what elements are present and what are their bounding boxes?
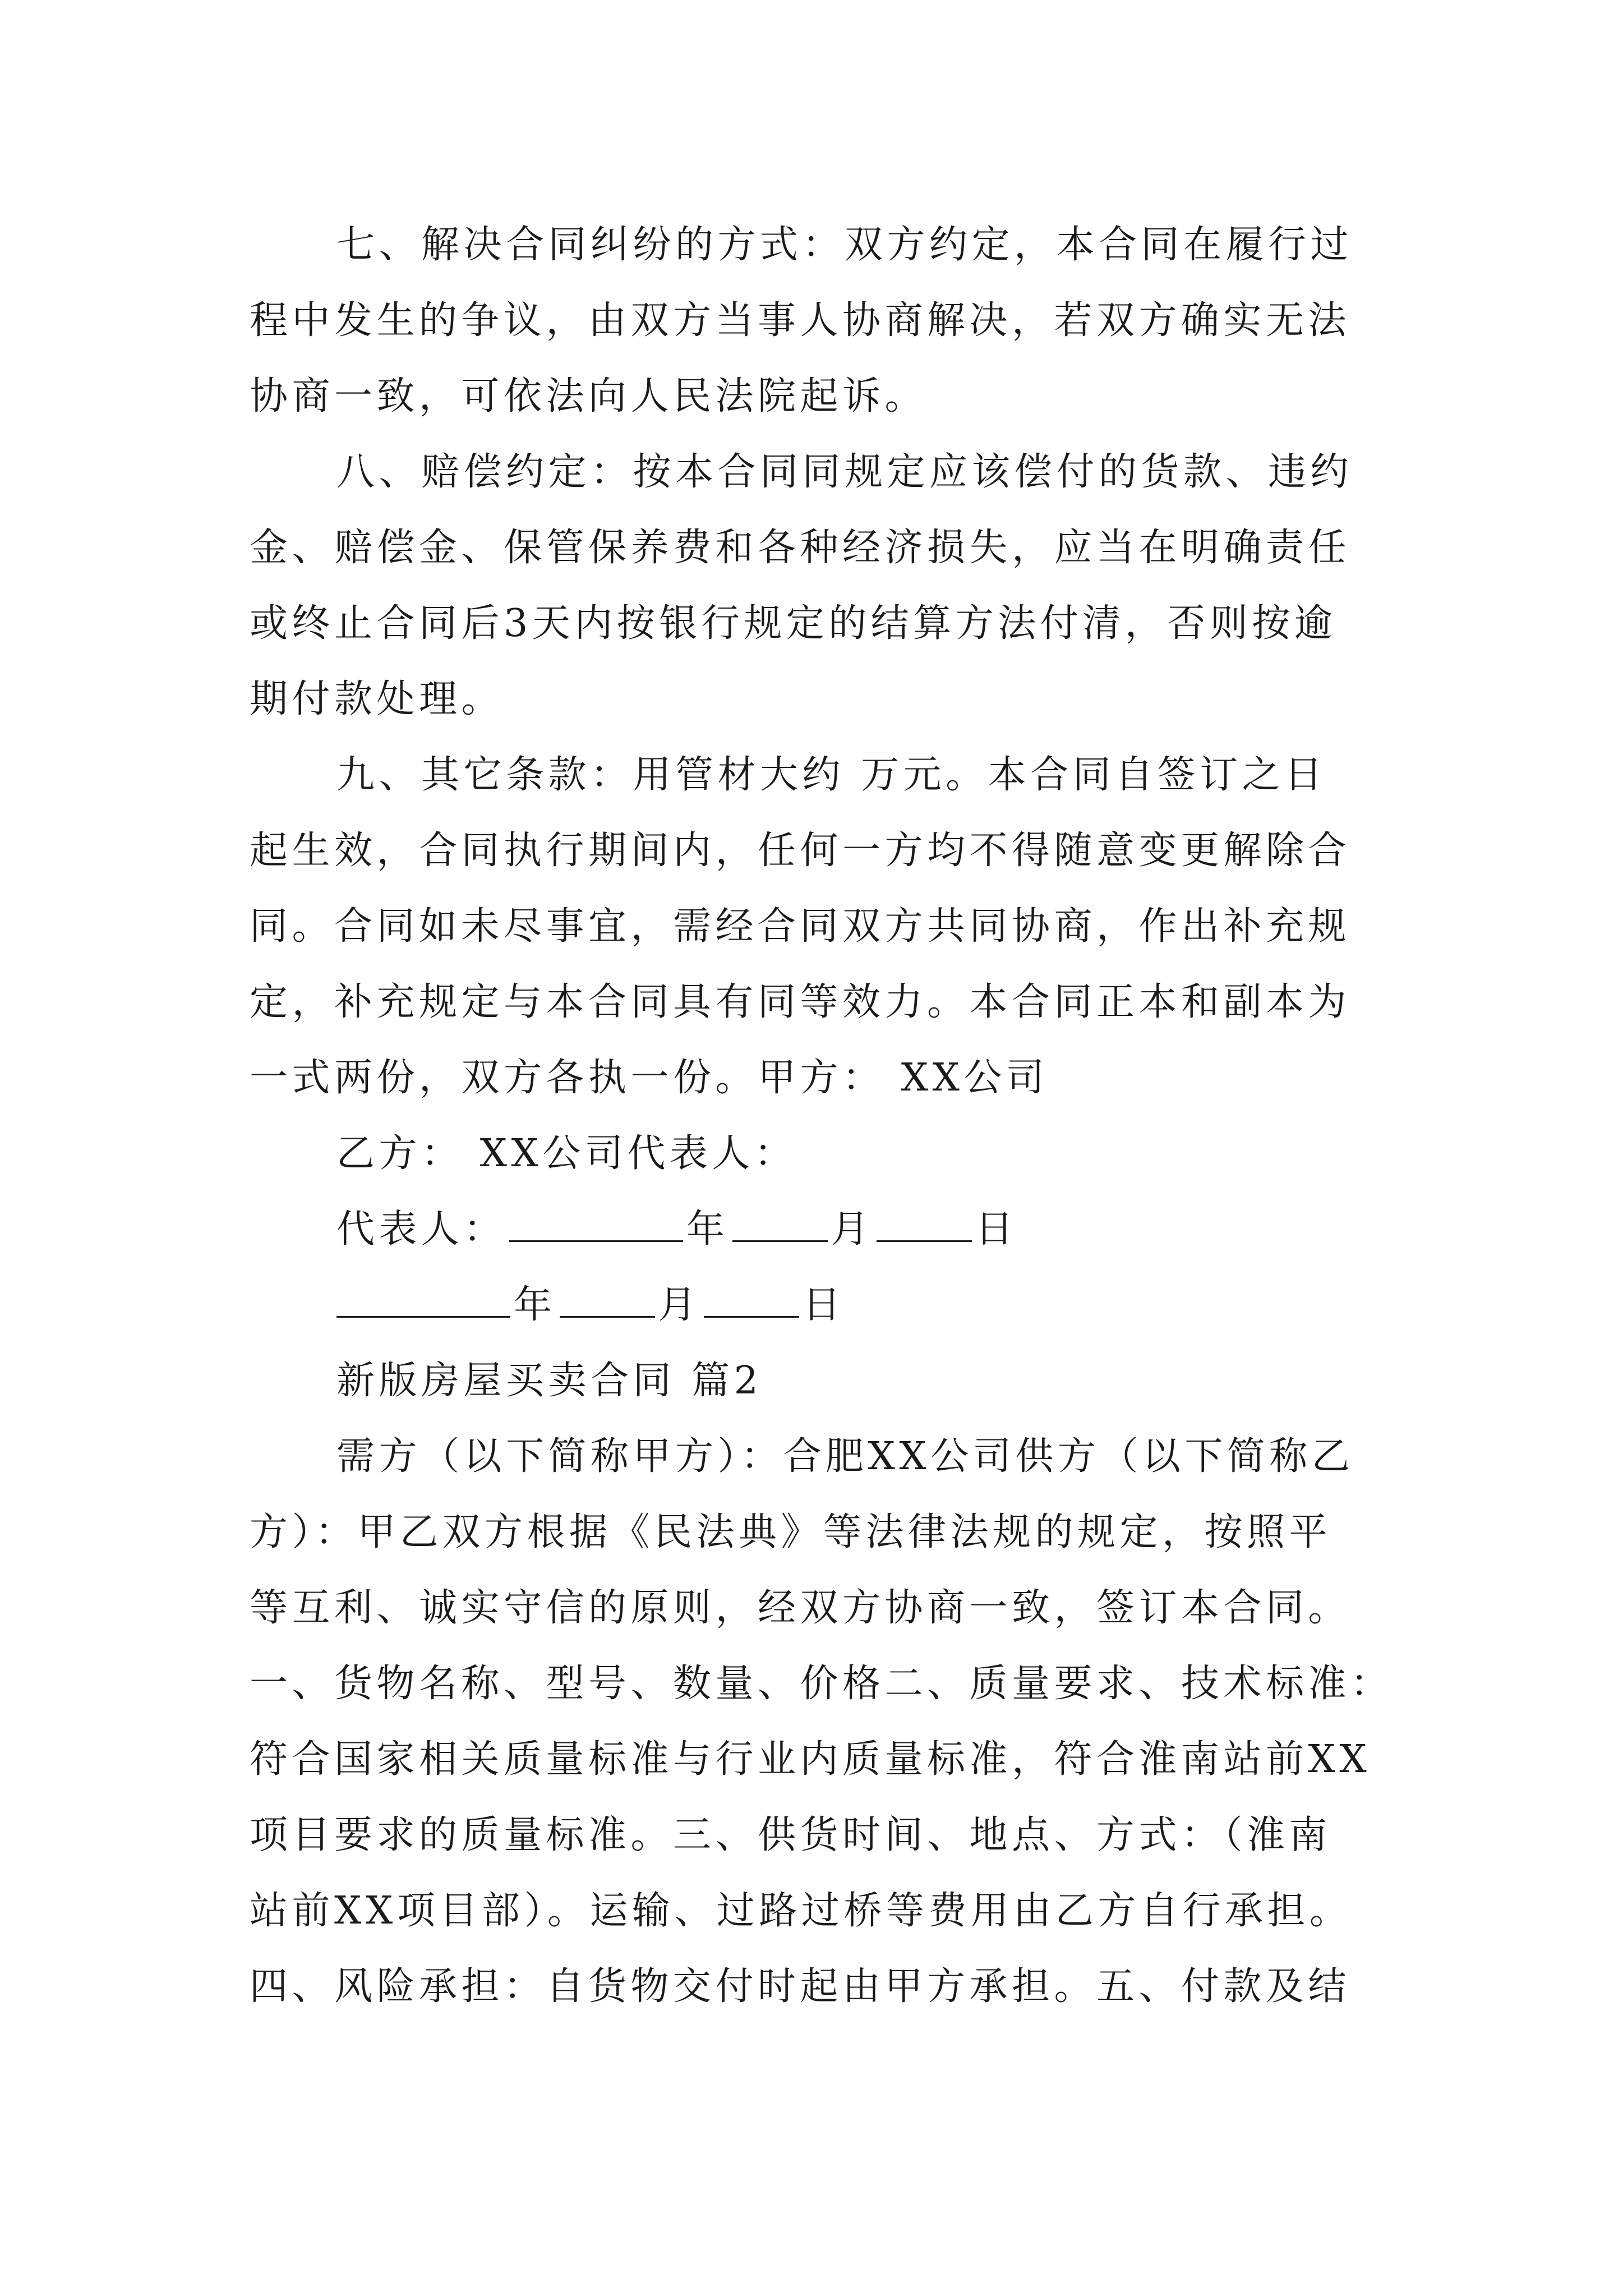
signature-line-representative <box>336 1204 1394 1255</box>
year-label: 年 <box>686 1207 729 1251</box>
paragraph-line: 金、赔偿金、保管保养费和各种经济损失，应当在明确责任 <box>250 526 1351 570</box>
month-blank <box>560 1281 655 1318</box>
paragraph-line: 八、赔偿约定：按本合同同规定应该偿付的货款、违约 <box>336 450 1353 494</box>
month-label: 月 <box>658 1283 701 1327</box>
day-blank <box>704 1281 799 1318</box>
day-label: 日 <box>975 1207 1018 1251</box>
paragraph-line: 方）：甲乙双方根据《民法典》等法律法规的规定，按照平 <box>250 1510 1332 1554</box>
paragraph-line: 协商一致，可依法向人民法院起诉。 <box>250 374 928 418</box>
paragraph-line: 一式两份，双方各执一份。甲方： XX公司 <box>250 1056 1049 1100</box>
paragraph-line: 项目要求的质量标准。三、供货时间、地点、方式：（淮南 <box>250 1813 1332 1857</box>
paragraph-line: 四、风险承担：自货物交付时起由甲方承担。五、付款及结 <box>250 1964 1351 2009</box>
month-blank <box>732 1205 828 1242</box>
party-b-line: 乙方： XX公司代表人： <box>336 1131 797 1176</box>
year-blank <box>336 1281 510 1318</box>
section-title: 新版房屋买卖合同 篇2 <box>336 1359 763 1403</box>
paragraph-line: 符合国家相关质量标准与行业内质量标准，符合淮南站前XX <box>250 1737 1371 1782</box>
year-label: 年 <box>514 1283 556 1327</box>
paragraph-line: 九、其它条款：用管材大约 万元。本合同自签订之日 <box>336 753 1327 797</box>
signature-blank <box>509 1205 683 1242</box>
paragraph-line: 程中发生的争议，由双方当事人协商解决，若双方确实无法 <box>250 298 1351 343</box>
month-label: 月 <box>831 1207 874 1251</box>
day-label: 日 <box>803 1283 845 1327</box>
paragraph-line: 期付款处理。 <box>250 677 504 721</box>
day-blank <box>877 1205 972 1242</box>
paragraph-line: 定，补充规定与本合同具有同等效力。本合同正本和副本为 <box>250 980 1351 1024</box>
paragraph-line: 等互利、诚实守信的原则，经双方协商一致，签订本合同。 <box>250 1586 1351 1630</box>
paragraph-line: 同。合同如未尽事宜，需经合同双方共同协商，作出补充规 <box>250 904 1351 949</box>
paragraph-line: 一、货物名称、型号、数量、价格二、质量要求、技术标准： <box>250 1662 1393 1706</box>
paragraph-line: 需方（以下简称甲方）：合肥XX公司供方（以下简称乙 <box>336 1434 1354 1479</box>
paragraph-line: 或终止合同后3天内按银行规定的结算方法付清，否则按逾 <box>250 601 1337 646</box>
representative-label: 代表人： <box>336 1207 506 1251</box>
paragraph-line: 起生效，合同执行期间内，任何一方均不得随意变更解除合 <box>250 829 1351 873</box>
paragraph-line: 七、解决合同纠纷的方式：双方约定，本合同在履行过 <box>336 223 1353 267</box>
signature-line-date <box>336 1280 1394 1331</box>
paragraph-line: 站前XX项目部）。运输、过路过桥等费用由乙方自行承担。 <box>250 1889 1352 1933</box>
